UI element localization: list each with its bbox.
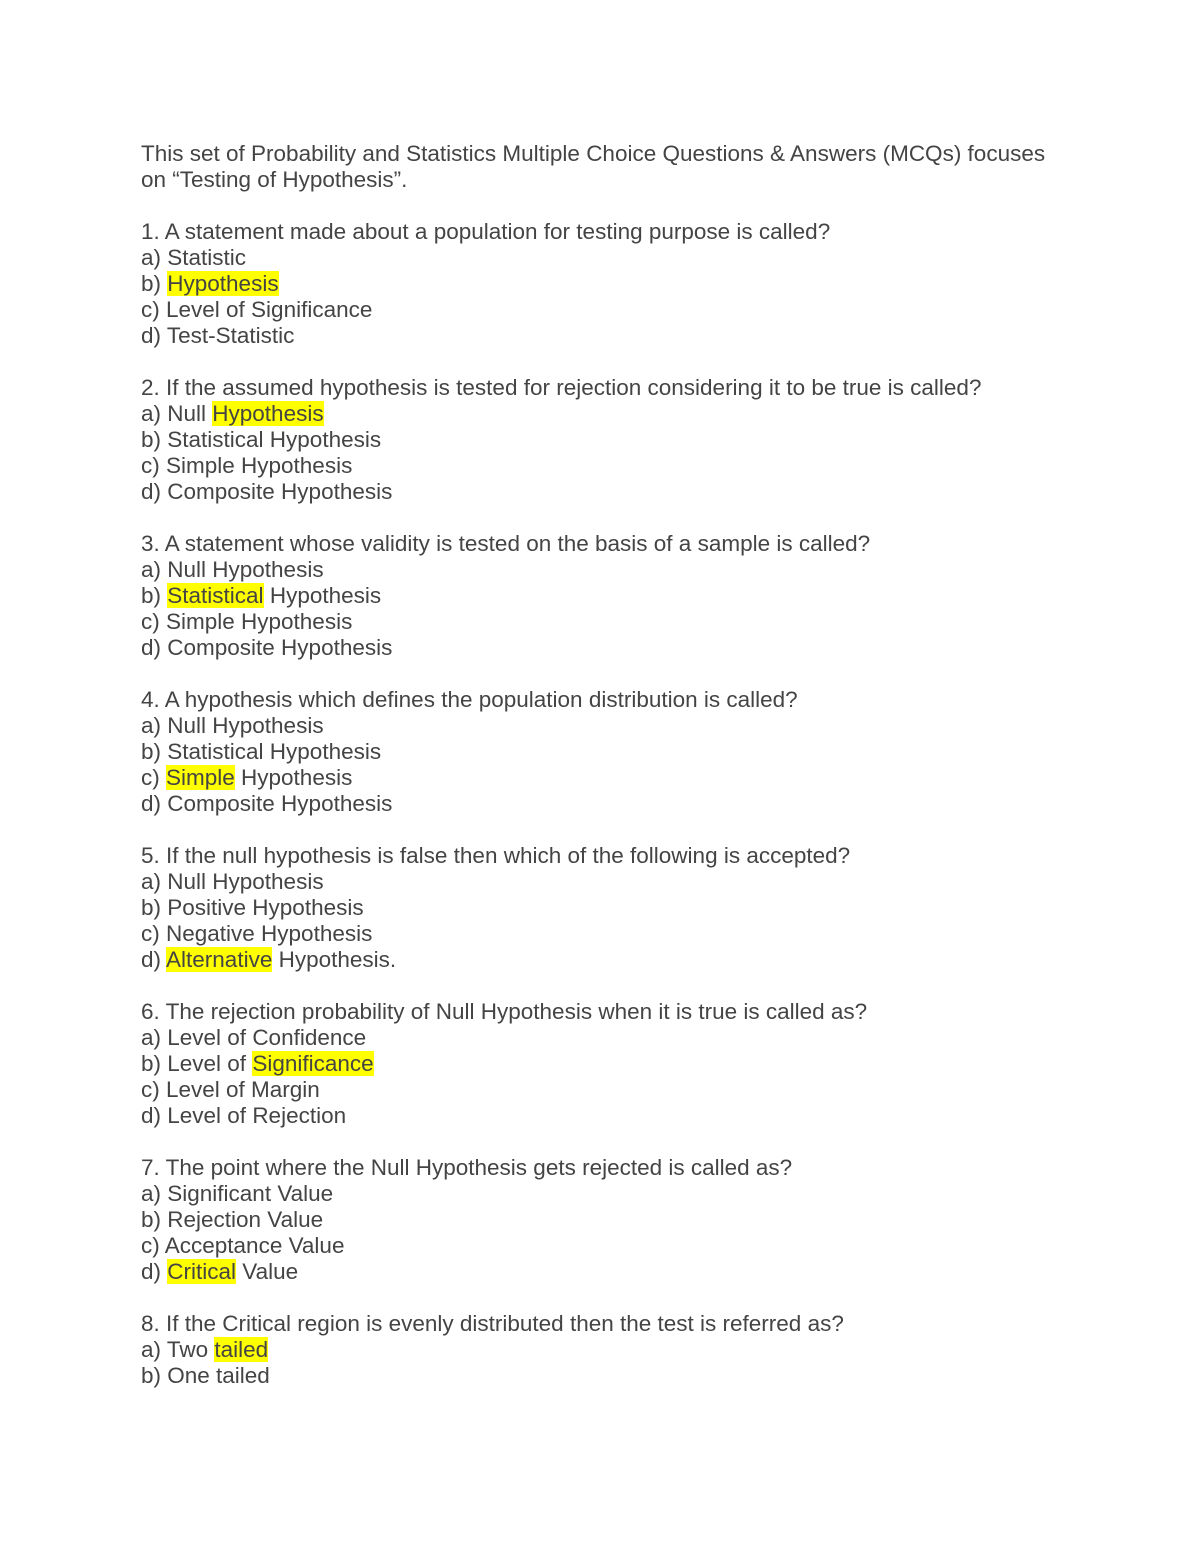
question-text: 8. If the Critical region is evenly distributed then the test is referred as? xyxy=(141,1311,844,1336)
answer-option xyxy=(141,453,1071,479)
answer-option xyxy=(141,1233,1071,1259)
question-block xyxy=(141,1155,1071,1285)
option-text: d) Composite Hypothesis xyxy=(141,479,393,504)
option-text: d) xyxy=(141,1259,168,1284)
question-text: 5. If the null hypothesis is false then which of the following is accepted? xyxy=(141,843,851,868)
option-text: c) Level of Margin xyxy=(141,1077,320,1102)
answer-option xyxy=(141,583,1071,609)
intro-line: on “Testing of Hypothesis”. xyxy=(141,167,408,192)
option-text: a) Null Hypothesis xyxy=(141,869,324,894)
answer-option xyxy=(141,739,1071,765)
option-text: b) Statistical Hypothesis xyxy=(141,739,382,764)
option-text: c) Level of Significance xyxy=(141,297,373,322)
option-text: b) xyxy=(141,271,168,296)
answer-highlight: Hypothesis xyxy=(167,271,279,296)
question-block xyxy=(141,999,1071,1129)
answer-highlight: Significance xyxy=(252,1051,374,1076)
answer-option xyxy=(141,895,1071,921)
answer-option xyxy=(141,271,1071,297)
option-text: Hypothesis. xyxy=(272,947,397,972)
answer-option xyxy=(141,1337,1071,1363)
option-text: a) Significant Value xyxy=(141,1181,334,1206)
question-block xyxy=(141,531,1071,661)
question-text: 2. If the assumed hypothesis is tested for rejection considering it to be true is called? xyxy=(141,375,982,400)
answer-option xyxy=(141,609,1071,635)
option-text: c) Negative Hypothesis xyxy=(141,921,373,946)
option-text: a) Statistic xyxy=(141,245,247,270)
option-text: c) Simple Hypothesis xyxy=(141,453,353,478)
answer-option xyxy=(141,323,1071,349)
answer-option xyxy=(141,1025,1071,1051)
intro-line: This set of Probability and Statistics Multiple Choice Questions & Answers (MCQs) focuses xyxy=(141,141,1046,166)
option-text: a) Null xyxy=(141,401,213,426)
answer-option xyxy=(141,921,1071,947)
document-page xyxy=(141,141,1071,1415)
question-block xyxy=(141,687,1071,817)
answer-option xyxy=(141,1363,1071,1389)
answer-option xyxy=(141,791,1071,817)
question-text: 4. A hypothesis which defines the population distribution is called? xyxy=(141,687,798,712)
answer-option xyxy=(141,947,1071,973)
option-text: a) Null Hypothesis xyxy=(141,557,324,582)
option-text: Hypothesis xyxy=(263,583,382,608)
option-text: d) xyxy=(141,947,167,972)
answer-option xyxy=(141,1207,1071,1233)
answer-option xyxy=(141,297,1071,323)
option-text: b) Level of xyxy=(141,1051,253,1076)
answer-highlight: tailed xyxy=(214,1337,269,1362)
answer-option xyxy=(141,245,1071,271)
option-text: b) xyxy=(141,583,168,608)
intro-paragraph xyxy=(141,141,1071,193)
answer-option xyxy=(141,427,1071,453)
question-text: 7. The point where the Null Hypothesis gets rejected is called as? xyxy=(141,1155,793,1180)
answer-option xyxy=(141,1181,1071,1207)
answer-highlight: Hypothesis xyxy=(212,401,324,426)
answer-highlight: Critical xyxy=(167,1259,237,1284)
answer-highlight: Simple xyxy=(166,765,235,790)
answer-option xyxy=(141,869,1071,895)
option-text: d) Level of Rejection xyxy=(141,1103,347,1128)
option-text: a) Level of Confidence xyxy=(141,1025,367,1050)
option-text: Value xyxy=(236,1259,299,1284)
question-block xyxy=(141,375,1071,505)
question-block xyxy=(141,1311,1071,1389)
answer-option xyxy=(141,1077,1071,1103)
option-text: d) Test-Statistic xyxy=(141,323,295,348)
question-list xyxy=(141,219,1071,1389)
option-text: b) Statistical Hypothesis xyxy=(141,427,382,452)
question-block xyxy=(141,219,1071,349)
option-text: b) Rejection Value xyxy=(141,1207,324,1232)
answer-option xyxy=(141,557,1071,583)
option-text: Hypothesis xyxy=(234,765,353,790)
option-text: c) Simple Hypothesis xyxy=(141,609,353,634)
answer-option xyxy=(141,1051,1071,1077)
answer-highlight: Alternative xyxy=(166,947,273,972)
answer-option xyxy=(141,401,1071,427)
question-text: 6. The rejection probability of Null Hypothesis when it is true is called as? xyxy=(141,999,868,1024)
answer-option xyxy=(141,713,1071,739)
option-text: c) xyxy=(141,765,166,790)
option-text: c) Acceptance Value xyxy=(141,1233,345,1258)
question-text: 3. A statement whose validity is tested on the basis of a sample is called? xyxy=(141,531,871,556)
answer-option xyxy=(141,635,1071,661)
option-text: b) One tailed xyxy=(141,1363,270,1388)
option-text: a) Two xyxy=(141,1337,215,1362)
question-text: 1. A statement made about a population for testing purpose is called? xyxy=(141,219,831,244)
option-text: d) Composite Hypothesis xyxy=(141,635,393,660)
question-block xyxy=(141,843,1071,973)
option-text: b) Positive Hypothesis xyxy=(141,895,364,920)
answer-option xyxy=(141,1259,1071,1285)
answer-option xyxy=(141,765,1071,791)
option-text: a) Null Hypothesis xyxy=(141,713,324,738)
answer-option xyxy=(141,1103,1071,1129)
answer-option xyxy=(141,479,1071,505)
option-text: d) Composite Hypothesis xyxy=(141,791,393,816)
answer-highlight: Statistical xyxy=(167,583,264,608)
